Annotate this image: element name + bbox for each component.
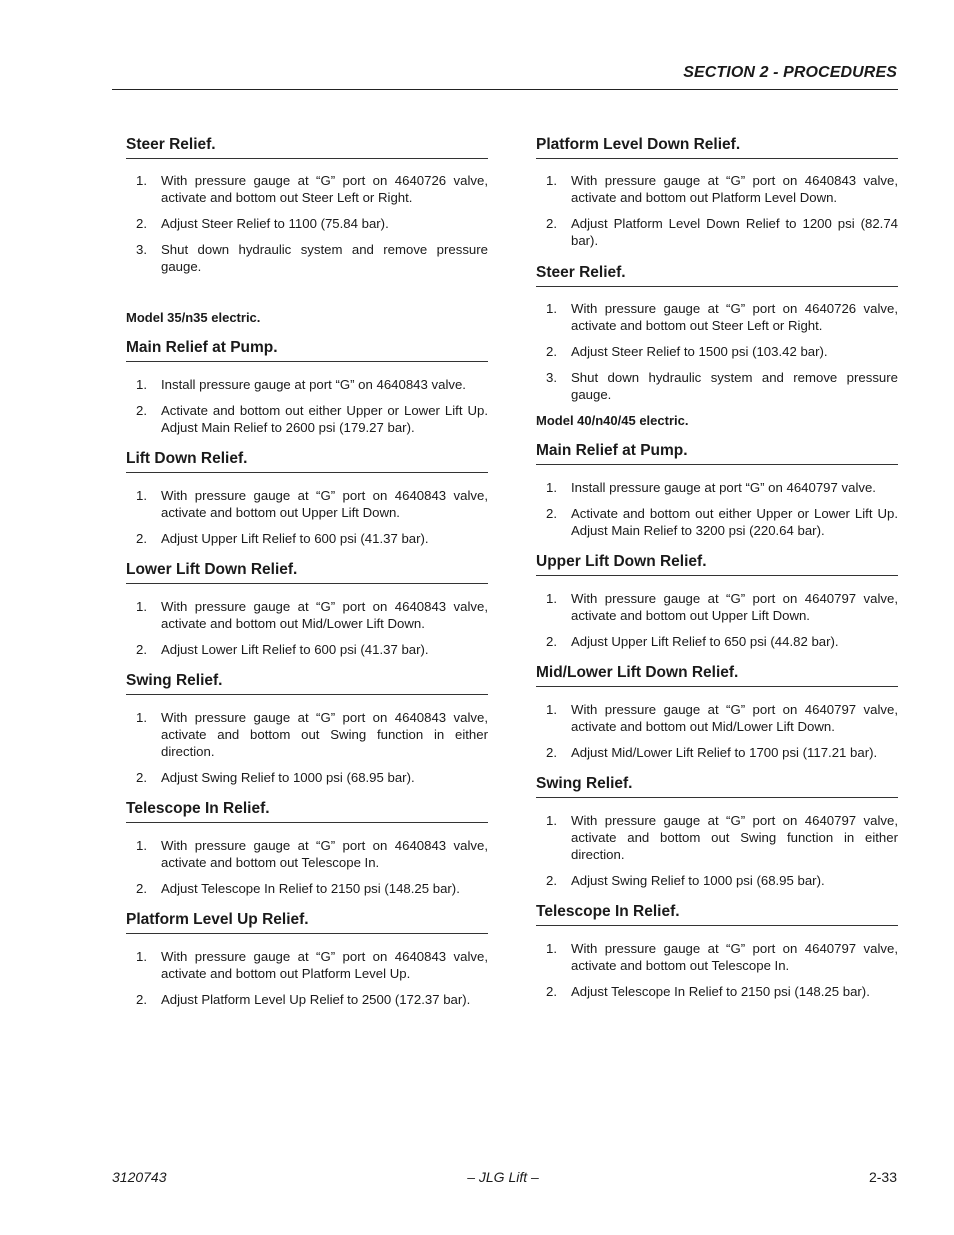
step-number: 2. — [136, 992, 147, 1007]
step-number: 1. — [136, 377, 147, 392]
procedure-step — [536, 872, 898, 889]
procedure-steps — [126, 598, 488, 658]
section-title: SECTION 2 - PROCEDURES — [683, 64, 897, 81]
step-number: 1. — [136, 949, 147, 964]
step-number: 2. — [136, 770, 147, 785]
section-heading: Swing Relief. — [536, 774, 898, 798]
section-heading: Lift Down Relief. — [126, 449, 488, 473]
step-number: 1. — [546, 813, 557, 828]
step-text: Install pressure gauge at port “G” on 4640797 valve. — [571, 480, 876, 495]
procedure-steps — [536, 701, 898, 761]
procedure-steps — [126, 487, 488, 547]
step-number: 1. — [546, 173, 557, 188]
step-text: With pressure gauge at “G” port on 4640843 valve, activate and bottom out Swing function in either direction. — [161, 710, 488, 759]
procedure-step — [126, 530, 488, 547]
step-text: With pressure gauge at “G” port on 4640726 valve, activate and bottom out Steer Left or Right. — [571, 301, 898, 333]
step-text: Adjust Lower Lift Relief to 600 psi (41.37 bar). — [161, 642, 429, 657]
procedure-step — [126, 376, 488, 393]
procedure-step — [536, 343, 898, 360]
model-label: Model 35/n35 electric. — [126, 310, 261, 325]
section-heading: Main Relief at Pump. — [126, 338, 488, 362]
procedure-step — [126, 172, 488, 206]
step-text: Adjust Platform Level Down Relief to 1200 psi (82.74 bar). — [571, 216, 898, 248]
procedure-step — [126, 837, 488, 871]
procedure-step — [126, 641, 488, 658]
step-number: 1. — [136, 838, 147, 853]
procedure-steps — [536, 172, 898, 249]
step-number: 2. — [546, 344, 557, 359]
step-text: With pressure gauge at “G” port on 4640797 valve, activate and bottom out Mid/Lower Lift Down. — [571, 702, 898, 734]
section-heading: Mid/Lower Lift Down Relief. — [536, 663, 898, 687]
step-number: 1. — [546, 480, 557, 495]
step-text: Adjust Mid/Lower Lift Relief to 1700 psi (117.21 bar). — [571, 745, 878, 760]
step-text: With pressure gauge at “G” port on 4640843 valve, activate and bottom out Telescope In. — [161, 838, 488, 870]
section-heading: Main Relief at Pump. — [536, 441, 898, 465]
header-rule — [112, 89, 898, 90]
step-number: 2. — [136, 531, 147, 546]
step-number: 2. — [546, 216, 557, 231]
step-number: 1. — [546, 702, 557, 717]
step-text: With pressure gauge at “G” port on 4640843 valve, activate and bottom out Mid/Lower Lift Down. — [161, 599, 488, 631]
footer-company: – JLG Lift – — [467, 1169, 539, 1185]
procedure-step — [536, 744, 898, 761]
step-text: Adjust Swing Relief to 1000 psi (68.95 bar). — [571, 873, 825, 888]
step-number: 2. — [136, 403, 147, 418]
right-column — [536, 135, 898, 1000]
step-text: With pressure gauge at “G” port on 4640843 valve, activate and bottom out Platform Level Up. — [161, 949, 488, 981]
section-heading: Lower Lift Down Relief. — [126, 560, 488, 584]
step-number: 1. — [136, 710, 147, 725]
procedure-step — [536, 505, 898, 539]
step-text: Shut down hydraulic system and remove pressure gauge. — [161, 242, 488, 274]
procedure-step — [536, 369, 898, 403]
section-heading: Steer Relief. — [536, 263, 898, 287]
step-text: With pressure gauge at “G” port on 4640843 valve, activate and bottom out Platform Level Down. — [571, 173, 898, 205]
step-text: Adjust Telescope In Relief to 2150 psi (148.25 bar). — [571, 984, 870, 999]
procedure-step — [126, 991, 488, 1008]
section-heading: Telescope In Relief. — [126, 799, 488, 823]
section-heading: Telescope In Relief. — [536, 902, 898, 926]
procedure-step — [126, 598, 488, 632]
procedure-step — [536, 479, 898, 496]
step-number: 2. — [136, 642, 147, 657]
procedure-steps — [536, 479, 898, 539]
step-text: Install pressure gauge at port “G” on 4640843 valve. — [161, 377, 466, 392]
step-text: Adjust Steer Relief to 1100 (75.84 bar). — [161, 216, 389, 231]
procedure-steps — [126, 837, 488, 897]
step-text: Activate and bottom out either Upper or Lower Lift Up. Adjust Main Relief to 3200 psi (220.64 bar). — [571, 506, 898, 538]
document-number: 3120743 — [112, 1169, 167, 1185]
step-number: 2. — [546, 634, 557, 649]
procedure-step — [126, 402, 488, 436]
step-number: 2. — [546, 745, 557, 760]
step-number: 1. — [136, 173, 147, 188]
page-number: 2-33 — [868, 1169, 897, 1185]
step-text: Adjust Upper Lift Relief to 650 psi (44.82 bar). — [571, 634, 839, 649]
procedure-step — [536, 300, 898, 334]
step-text: Adjust Swing Relief to 1000 psi (68.95 bar). — [161, 770, 415, 785]
step-text: With pressure gauge at “G” port on 4640797 valve, activate and bottom out Telescope In. — [571, 941, 898, 973]
step-number: 2. — [136, 881, 147, 896]
procedure-step — [126, 769, 488, 786]
procedure-step — [536, 701, 898, 735]
section-heading: Steer Relief. — [126, 135, 488, 159]
procedure-steps — [536, 940, 898, 1000]
step-number: 1. — [136, 488, 147, 503]
step-number: 1. — [546, 301, 557, 316]
procedure-step — [536, 590, 898, 624]
procedure-steps — [126, 172, 488, 275]
procedure-step — [126, 215, 488, 232]
procedure-steps — [126, 709, 488, 786]
procedure-steps — [536, 300, 898, 403]
procedure-step — [126, 880, 488, 897]
procedure-steps — [126, 948, 488, 1008]
step-number: 1. — [136, 599, 147, 614]
step-number: 2. — [546, 984, 557, 999]
procedure-step — [126, 948, 488, 982]
procedure-step — [536, 812, 898, 863]
section-heading: Upper Lift Down Relief. — [536, 552, 898, 576]
model-label: Model 40/n40/45 electric. — [536, 413, 689, 428]
procedure-step — [126, 709, 488, 760]
procedure-step — [126, 487, 488, 521]
procedure-step — [536, 172, 898, 206]
procedure-steps — [536, 812, 898, 889]
step-text: Adjust Steer Relief to 1500 psi (103.42 bar). — [571, 344, 828, 359]
step-text: With pressure gauge at “G” port on 4640797 valve, activate and bottom out Upper Lift Down. — [571, 591, 898, 623]
step-number: 3. — [136, 242, 147, 257]
step-number: 2. — [546, 873, 557, 888]
section-heading: Swing Relief. — [126, 671, 488, 695]
step-text: Adjust Platform Level Up Relief to 2500 (172.37 bar). — [161, 992, 471, 1007]
step-text: Shut down hydraulic system and remove pressure gauge. — [571, 370, 898, 402]
procedure-step — [536, 940, 898, 974]
procedure-step — [536, 983, 898, 1000]
step-text: Adjust Upper Lift Relief to 600 psi (41.37 bar). — [161, 531, 429, 546]
procedure-step — [126, 241, 488, 275]
step-text: With pressure gauge at “G” port on 4640797 valve, activate and bottom out Swing function in either direction. — [571, 813, 898, 862]
step-number: 3. — [546, 370, 557, 385]
step-text: Adjust Telescope In Relief to 2150 psi (148.25 bar). — [161, 881, 460, 896]
procedure-step — [536, 215, 898, 249]
step-text: Activate and bottom out either Upper or Lower Lift Up. Adjust Main Relief to 2600 psi (179.27 bar). — [161, 403, 488, 435]
step-number: 1. — [546, 941, 557, 956]
procedure-step — [536, 633, 898, 650]
procedure-steps — [536, 590, 898, 650]
step-number: 1. — [546, 591, 557, 606]
section-heading: Platform Level Up Relief. — [126, 910, 488, 934]
left-column — [126, 135, 488, 1008]
step-text: With pressure gauge at “G” port on 4640726 valve, activate and bottom out Steer Left or Right. — [161, 173, 488, 205]
procedure-steps — [126, 376, 488, 436]
step-number: 2. — [546, 506, 557, 521]
step-text: With pressure gauge at “G” port on 4640843 valve, activate and bottom out Upper Lift Down. — [161, 488, 488, 520]
section-heading: Platform Level Down Relief. — [536, 135, 898, 159]
step-number: 2. — [136, 216, 147, 231]
